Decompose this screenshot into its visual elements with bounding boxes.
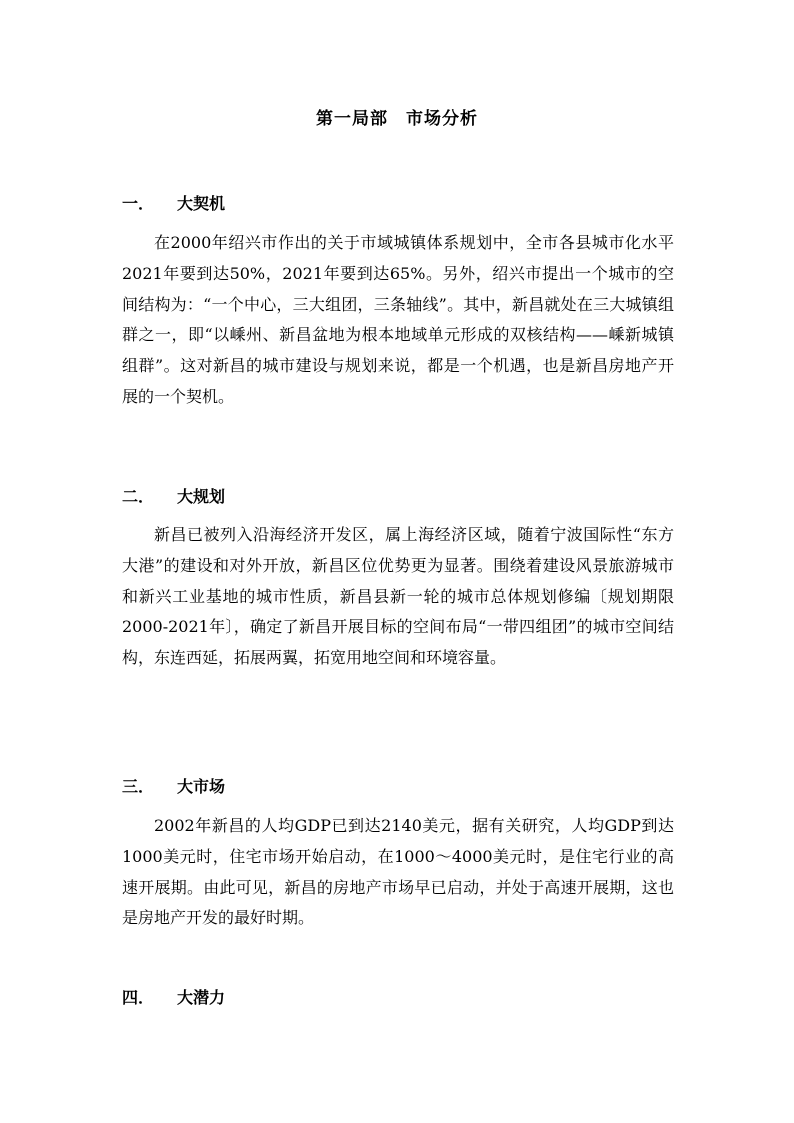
- section-number: 三．: [122, 777, 155, 796]
- section-heading-4: [122, 985, 225, 1008]
- section-paragraph-3: 2002年新昌的人均GDP已到达2140美元，据有关研究，人均GDP到达1000美元时，住宅市场开始启动，在1000～4000美元时，是住宅行业的高速开展期。由此可见，新昌的房地产市场早已启动，并处于高速开展期，这也是房地产开发的最好时期。: [122, 816, 674, 928]
- section-heading-3: [122, 774, 225, 797]
- page-title: 第一局部 市场分析: [316, 109, 478, 129]
- section-number: 四．: [122, 988, 155, 1007]
- section-heading-2: [122, 484, 225, 507]
- section-number: 二．: [122, 487, 155, 506]
- section-number: 一．: [122, 194, 155, 213]
- section-paragraph-1: 在2000年绍兴市作出的关于市域城镇体系规划中，全市各县城市化水平2021年要到达50%，2021年要到达65%。另外，绍兴市提出一个城市的空间结构为：“一个中心，三大组团，三条轴线”。其中，新昌就处在三大城镇组群之一，即“以嵊州、新昌盆地为根本地域单元形成的双核结构——嵊新城镇组群”。这对新昌的城市建设与规划来说，都是一个机遇，也是新昌房地产开展的一个契机。: [122, 233, 674, 406]
- section-heading-1: [122, 191, 225, 214]
- section-title: 大市场: [177, 777, 226, 796]
- section-title: 大契机: [177, 194, 226, 213]
- section-title: 大规划: [177, 487, 226, 506]
- section-paragraph-2: 新昌已被列入沿海经济开发区，属上海经济区域，随着宁波国际性“东方大港”的建设和对外开放，新昌区位优势更为显著。围绕着建设风景旅游城市和新兴工业基地的城市性质，新昌县新一轮的城市总体规划修编〔规划期限2000-2021年〕，确定了新昌开展目标的空间布局“一带四组团”的城市空间结构，东连西延，拓展两翼，拓宽用地空间和环境容量。: [122, 525, 674, 668]
- section-title: 大潜力: [177, 988, 226, 1007]
